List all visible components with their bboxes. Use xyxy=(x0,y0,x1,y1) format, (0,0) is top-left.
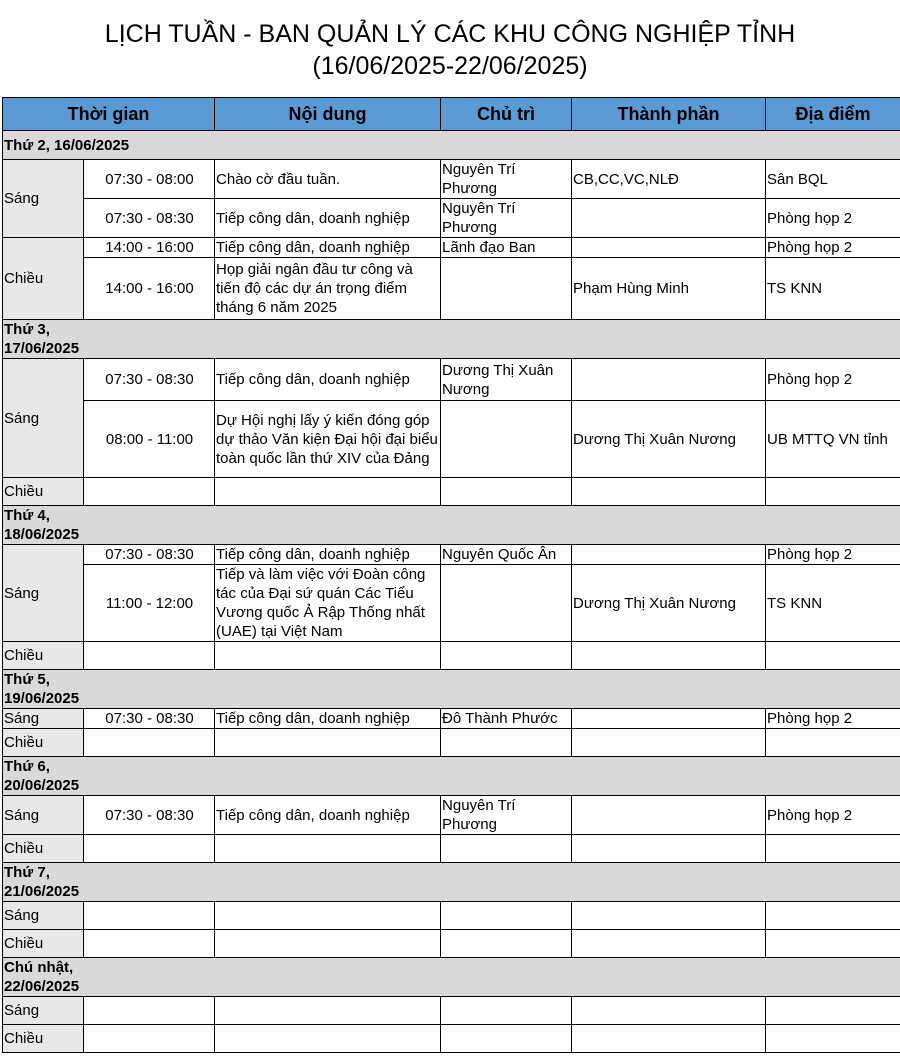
day-row xyxy=(3,131,900,160)
chair-cell: Nguyên Trí Phương xyxy=(441,160,572,199)
day-label: Chú nhật, 22/06/2025 xyxy=(4,959,80,995)
participants-cell xyxy=(572,238,766,258)
session-label: Sáng xyxy=(3,359,84,478)
content-cell: Chào cờ đầu tuần. xyxy=(215,160,441,199)
session-label: Chiều xyxy=(3,930,84,958)
table-row xyxy=(3,1025,900,1053)
session-label: Chiều xyxy=(3,238,84,320)
session-label: Sáng xyxy=(3,902,84,930)
day-row xyxy=(3,757,900,796)
session-label: Sáng xyxy=(3,709,84,729)
day-row xyxy=(3,958,900,997)
table-row xyxy=(3,902,900,930)
location-cell: Phòng họp 2 xyxy=(766,238,900,258)
location-cell: Phòng họp 2 xyxy=(766,796,900,835)
page-title xyxy=(0,18,900,82)
table-row xyxy=(3,835,900,863)
participants-cell xyxy=(572,709,766,729)
chair-cell xyxy=(441,258,572,320)
chair-cell: Nguyên Trí Phương xyxy=(441,199,572,238)
participants-cell: Dương Thị Xuân Nương xyxy=(572,565,766,642)
time-cell: 07:30 - 08:30 xyxy=(84,709,215,729)
location-cell: Phòng họp 2 xyxy=(766,709,900,729)
content-cell: Tiếp và làm việc với Đoàn công tác của Đại sứ quán Các Tiểu Vương quốc Ả Rập Thống nhất (UAE) tại Việt Nam xyxy=(215,565,441,642)
location-cell: TS KNN xyxy=(766,258,900,320)
content-cell: Tiếp công dân, doanh nghiệp xyxy=(215,359,441,401)
chair-cell xyxy=(441,565,572,642)
content-cell: Dự Hội nghị lấy ý kiến đóng góp dự thảo Văn kiện Đại hội đại biểu toàn quốc lần thứ XIV của Đảng xyxy=(215,401,441,478)
chair-cell: Nguyên Trí Phương xyxy=(441,796,572,835)
header-time: Thời gian xyxy=(3,98,215,131)
header-row xyxy=(3,98,900,131)
session-label: Sáng xyxy=(3,997,84,1025)
day-label: Thứ 5, 19/06/2025 xyxy=(4,671,80,707)
location-cell: Phòng họp 2 xyxy=(766,545,900,565)
session-label: Chiều xyxy=(3,1025,84,1053)
session-label: Sáng xyxy=(3,796,84,835)
location-cell: Phòng họp 2 xyxy=(766,199,900,238)
table-row xyxy=(3,930,900,958)
time-cell: 08:00 - 11:00 xyxy=(84,401,215,478)
content-cell: Tiếp công dân, doanh nghiệp xyxy=(215,238,441,258)
table-row xyxy=(3,160,900,199)
table-row xyxy=(3,199,900,238)
time-cell: 14:00 - 16:00 xyxy=(84,238,215,258)
day-label: Thứ 4, 18/06/2025 xyxy=(4,507,80,543)
chair-cell: Nguyên Quốc Ân xyxy=(441,545,572,565)
day-row xyxy=(3,863,900,902)
chair-cell xyxy=(441,401,572,478)
table-row xyxy=(3,709,900,729)
day-label: Thứ 2, 16/06/2025 xyxy=(4,136,130,154)
table-row xyxy=(3,997,900,1025)
participants-cell: Dương Thị Xuân Nương xyxy=(572,401,766,478)
session-label: Sáng xyxy=(3,545,84,642)
title-line-2: (16/06/2025-22/06/2025) xyxy=(312,52,588,80)
table-row xyxy=(3,359,900,401)
participants-cell xyxy=(572,796,766,835)
session-label: Chiều xyxy=(3,729,84,757)
participants-cell: Phạm Hùng Minh xyxy=(572,258,766,320)
title-line-1: LỊCH TUẦN - BAN QUẢN LÝ CÁC KHU CÔNG NGHIỆP TỈNH xyxy=(104,20,796,48)
location-cell: Sân BQL xyxy=(766,160,900,199)
day-row xyxy=(3,670,900,709)
table-row xyxy=(3,401,900,478)
table-row xyxy=(3,729,900,757)
chair-cell: Lãnh đạo Ban xyxy=(441,238,572,258)
time-cell: 07:30 - 08:00 xyxy=(84,160,215,199)
header-content: Nội dung xyxy=(215,98,441,131)
day-label: Thứ 7, 21/06/2025 xyxy=(4,864,80,900)
content-cell: Tiếp công dân, doanh nghiệp xyxy=(215,796,441,835)
content-cell: Tiếp công dân, doanh nghiệp xyxy=(215,545,441,565)
header-location: Địa điểm xyxy=(766,98,900,131)
day-label: Thứ 3, 17/06/2025 xyxy=(4,321,80,357)
location-cell: Phòng họp 2 xyxy=(766,359,900,401)
day-row xyxy=(3,320,900,359)
chair-cell: Dương Thị Xuân Nương xyxy=(441,359,572,401)
schedule-table xyxy=(2,97,900,1053)
header-participants: Thành phần xyxy=(572,98,766,131)
location-cell: TS KNN xyxy=(766,565,900,642)
content-cell: Họp giải ngân đầu tư công và tiến độ các dự án trọng điểm tháng 6 năm 2025 xyxy=(215,258,441,320)
time-cell: 07:30 - 08:30 xyxy=(84,199,215,238)
table-row xyxy=(3,238,900,258)
table-row xyxy=(3,545,900,565)
session-label: Chiều xyxy=(3,642,84,670)
chair-cell: Đô Thành Phước xyxy=(441,709,572,729)
time-cell: 07:30 - 08:30 xyxy=(84,359,215,401)
time-cell: 07:30 - 08:30 xyxy=(84,796,215,835)
participants-cell: CB,CC,VC,NLĐ xyxy=(572,160,766,199)
header-chair: Chủ trì xyxy=(441,98,572,131)
participants-cell xyxy=(572,545,766,565)
table-row xyxy=(3,642,900,670)
table-row xyxy=(3,478,900,506)
time-cell: 07:30 - 08:30 xyxy=(84,545,215,565)
session-label: Sáng xyxy=(3,160,84,238)
content-cell: Tiếp công dân, doanh nghiệp xyxy=(215,709,441,729)
session-label: Chiều xyxy=(3,835,84,863)
participants-cell xyxy=(572,199,766,238)
time-cell: 14:00 - 16:00 xyxy=(84,258,215,320)
day-label: Thứ 6, 20/06/2025 xyxy=(4,758,80,794)
table-row xyxy=(3,796,900,835)
day-row xyxy=(3,506,900,545)
table-row xyxy=(3,565,900,642)
location-cell: UB MTTQ VN tỉnh xyxy=(766,401,900,478)
time-cell: 11:00 - 12:00 xyxy=(84,565,215,642)
content-cell: Tiếp công dân, doanh nghiệp xyxy=(215,199,441,238)
participants-cell xyxy=(572,359,766,401)
table-row xyxy=(3,258,900,320)
session-label: Chiều xyxy=(3,478,84,506)
